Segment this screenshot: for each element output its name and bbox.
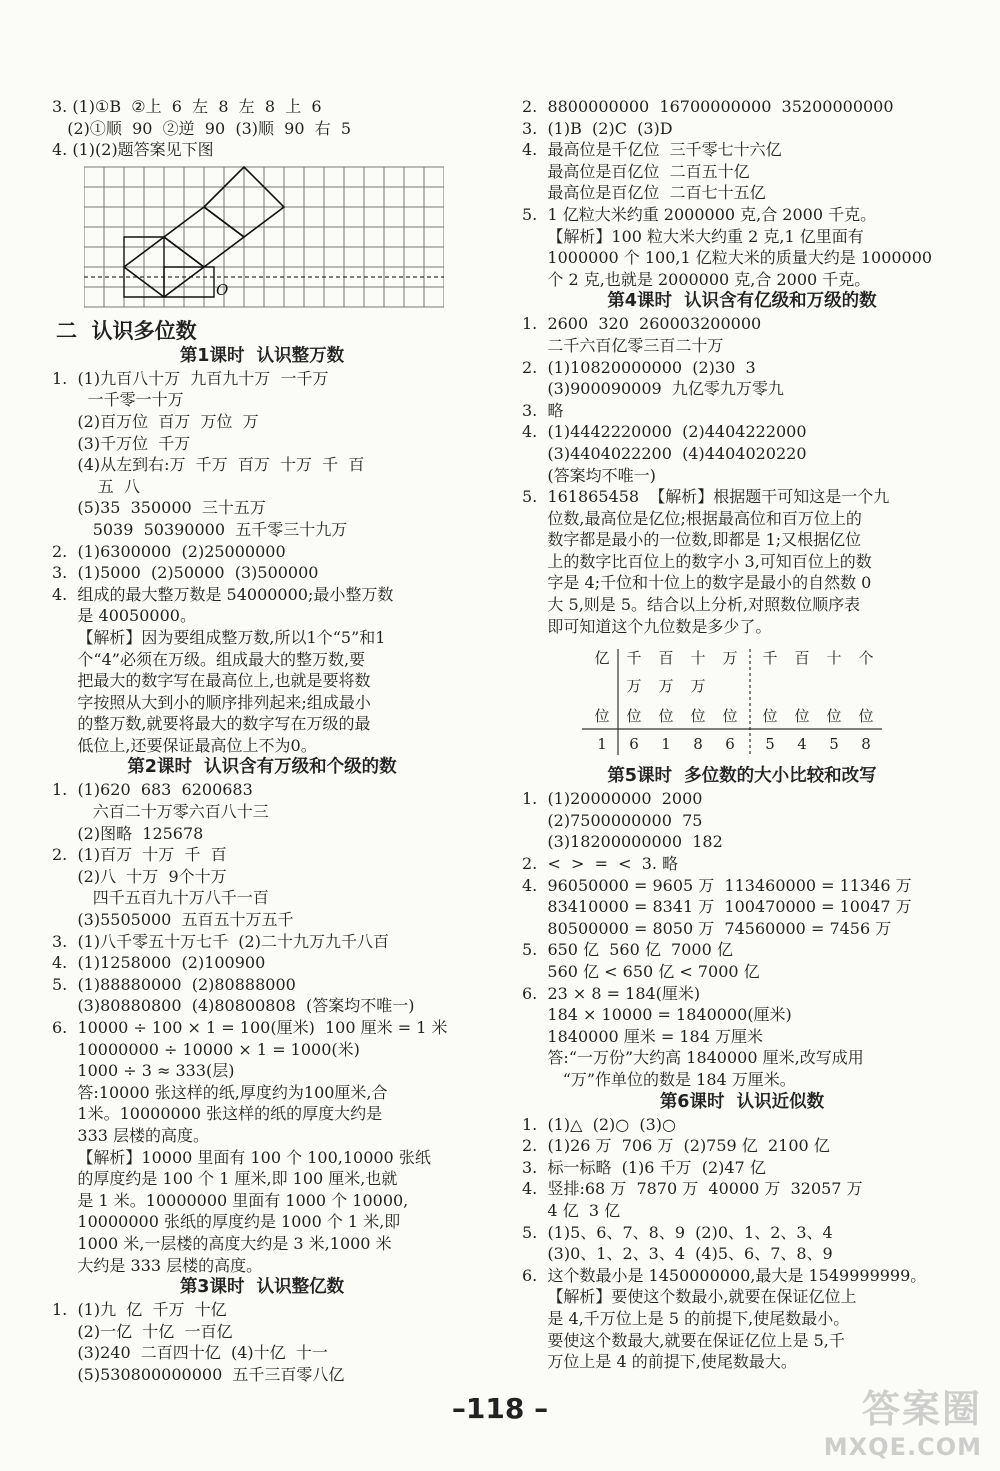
answer-line: 4. 组成的最大整万数是 54000000;最小整万数 — [52, 584, 394, 604]
answer-line: 83410000 = 8341 万 100470000 = 10047 万 — [522, 897, 912, 917]
answer-line: 是 4,千万位上是 5 的前提下,使尾数最小。 — [522, 1308, 850, 1328]
lesson-3-answers — [52, 1299, 472, 1385]
page-number: –118 – — [451, 1392, 549, 1425]
table-header-bottom: 位 — [690, 707, 706, 726]
table-header-top: 百 — [794, 649, 810, 668]
answer-line: (2)八 十万 9个十万 — [52, 866, 227, 886]
table-header-mid: 万 — [658, 677, 674, 696]
lesson-6-title: 第6课时 认识近似数 — [659, 1091, 825, 1112]
answer-line: 是 1 米。10000000 里面有 1000 个 10000, — [52, 1190, 409, 1210]
answer-line: 四千五百九十万八千一百 — [52, 888, 269, 908]
left-top-answers — [52, 96, 472, 161]
answer-line: 3. (1)5000 (2)50000 (3)500000 — [52, 563, 319, 583]
answer-line: “万”作单位的数是 184 万厘米。 — [522, 1069, 796, 1089]
answer-line: (答案均不唯一) — [522, 465, 656, 485]
lesson-5-answers — [522, 788, 962, 1090]
grid-drawing — [84, 163, 444, 311]
section-title: 二 认识多位数 — [56, 318, 197, 343]
answer-line: 的整万数,就要将最大的数字写在万级的最 — [52, 714, 371, 734]
answer-line: 1000000 个 100,1 亿粒大米的质量大约是 1000000 — [522, 248, 933, 268]
lesson-1-answers — [52, 368, 472, 757]
answer-line: 数字都是最小的一位数,即都是 1;又根据亿位 — [522, 530, 862, 550]
table-header-bottom: 位 — [626, 707, 642, 726]
table-digit: 8 — [861, 735, 871, 754]
answer-line: 4. (1)1258000 (2)100900 — [52, 953, 266, 973]
answer-line: 1. (1)△ (2)○ (3)○ — [522, 1114, 676, 1134]
answer-line: 2. (1)百万 十万 千 百 — [52, 845, 227, 865]
answer-line: 即可知道这个九位数是多少了。 — [522, 616, 772, 636]
answer-line: 2. 8800000000 16700000000 35200000000 — [522, 97, 894, 116]
answer-line: 3. (1)①B ②上 6 左 8 左 8 上 6 — [52, 97, 322, 116]
answer-line: 个 2 克,也就是 2000000 克,合 2000 千克。 — [522, 269, 871, 289]
table-header-bottom: 位 — [858, 707, 874, 726]
answer-line: 上的数字比百位上的数字小 3,可知百位上的数 — [522, 551, 872, 571]
answer-line: (3)千万位 千万 — [52, 433, 191, 453]
answer-line: 5. 1 亿粒大米约重 2000000 克,合 2000 千克。 — [522, 204, 877, 224]
answer-line: 大 5,则是 5。结合以上分析,对照数位顺序表 — [522, 595, 861, 615]
lesson-6-answers — [522, 1114, 962, 1373]
answer-line: (2)图略 125678 — [52, 823, 204, 843]
answer-line: 1840000 厘米 = 184 万厘米 — [522, 1026, 763, 1046]
answer-line: 答:“一万份”大约高 1840000 厘米,改写成用 — [522, 1048, 864, 1068]
answer-line: 4. 96050000 = 9605 万 113460000 = 11346 万 — [522, 875, 912, 895]
table-header-top: 百 — [658, 649, 674, 668]
answer-line: 把最大的数字写在最高位上,也就是要将数 — [52, 671, 371, 691]
answer-line: 184 × 10000 = 1840000(厘米) — [522, 1005, 792, 1025]
answer-line: 一千零一十万 — [52, 390, 184, 410]
lesson-4-title: 第4课时 认识含有亿级和万级的数 — [607, 291, 877, 312]
answer-line: 1米。10000000 张这样的纸的厚度大约是 — [52, 1104, 383, 1124]
answer-line: 【解析】要使这个数最小,就要在保证亿位上 — [522, 1287, 857, 1307]
answer-line: (5)35 350000 三十五万 — [52, 498, 266, 518]
table-header-bottom: 位 — [722, 707, 738, 726]
answer-line: (3)0、1、2、3、4 (4)5、6、7、8、9 — [522, 1244, 833, 1264]
answer-line: 10000000 ÷ 10000 × 1 = 1000(米) — [52, 1039, 360, 1059]
answer-line: 的厚度约是 100 个 1 厘米,即 100 厘米,也就 — [52, 1169, 398, 1189]
table-header-bottom: 位 — [826, 707, 842, 726]
answer-line: 万位上是 4 的前提下,使尾数最大。 — [522, 1352, 797, 1372]
lesson-4-answers — [522, 313, 962, 637]
answer-line: 个“4”必须在万级。组成最大的整万数,要 — [52, 649, 366, 669]
answer-line: 5. (1)88880000 (2)80888000 — [52, 974, 296, 994]
table-header-bottom: 位 — [594, 707, 610, 726]
answer-line: 位数,最高位是亿位;根据最高位和百万位上的 — [522, 508, 862, 528]
answer-line: 2. (1)26 万 706 万 (2)759 亿 2100 亿 — [522, 1136, 830, 1156]
table-digit: 6 — [629, 735, 639, 754]
table-digit: 4 — [797, 735, 807, 754]
answer-line: 1. (1)620 683 6200683 — [52, 780, 253, 800]
place-value-drawing — [582, 645, 882, 757]
answer-line: 3. (1)B (2)C (3)D — [522, 118, 673, 138]
watermark-logo-text: 答案圈 — [861, 1387, 982, 1431]
answer-line: 5. (1)5、6、7、8、9 (2)0、1、2、3、4 — [522, 1222, 833, 1242]
lesson-2-answers — [52, 779, 472, 1276]
answer-line: 1. (1)九百八十万 九百九十万 一千万 — [52, 368, 329, 388]
lesson-2-title: 第2课时 认识含有万级和个级的数 — [127, 757, 397, 778]
answer-line: 要使这个数最大,就要在保证亿位上是 5,千 — [522, 1330, 845, 1350]
answer-line: 80500000 = 8050 万 74560000 = 7456 万 — [522, 918, 892, 938]
answer-line: (3)240 二百四十亿 (4)十亿 十一 — [52, 1343, 328, 1363]
answer-line: (4)从左到右:万 千万 百万 十万 千 百 — [52, 455, 365, 475]
answer-line: (3)18200000000 182 — [522, 832, 723, 852]
answer-line: (2)7500000000 75 — [522, 810, 703, 830]
answer-line: 五 八 — [52, 476, 140, 496]
answer-line: 1. (1)20000000 2000 — [522, 789, 703, 809]
table-header-top: 千 — [762, 649, 778, 668]
answer-line: 1000 米,一层楼的高度大约是 3 米,1000 米 — [52, 1233, 392, 1253]
table-header-mid: 万 — [690, 677, 706, 696]
right-column — [522, 96, 962, 1373]
answer-line: 2. < > = < 3. 略 — [522, 854, 679, 874]
table-header-top: 个 — [858, 649, 874, 668]
table-header-top: 亿 — [594, 649, 610, 668]
grid-figure — [84, 163, 444, 311]
table-digit: 5 — [765, 735, 775, 754]
answer-line: 答:10000 张这样的纸,厚度约为100厘米,合 — [52, 1082, 388, 1102]
answer-line: 3. 略 — [522, 400, 564, 420]
answer-line: 3. 标一标略 (1)6 千万 (2)47 亿 — [522, 1157, 766, 1177]
table-header-bottom: 位 — [762, 707, 778, 726]
answer-line: 1000 ÷ 3 ≈ 333(层) — [52, 1061, 235, 1081]
table-digit: 1 — [661, 735, 671, 754]
answer-line: 字按照从大到小的顺序排列起来;组成最小 — [52, 692, 371, 712]
answer-line: 10000000 张纸的厚度约是 1000 个 1 米,即 — [52, 1212, 401, 1232]
answer-line: (5)530800000000 五千三百零八亿 — [52, 1364, 345, 1384]
answer-line: 最高位是百亿位 二百五十亿 — [522, 161, 750, 181]
answer-line: (2)①顺 90 ②逆 90 (3)顺 90 右 5 — [52, 118, 352, 138]
answer-line: 4. (1)(2)题答案见下图 — [52, 140, 214, 160]
answer-line: 是 40050000。 — [52, 606, 196, 626]
lesson-3-title: 第3课时 认识整亿数 — [179, 1277, 345, 1298]
place-value-table — [582, 645, 882, 757]
answer-line: 低位上,还要保证最高位上不为0。 — [52, 735, 317, 755]
answer-line: 二千六百亿零三百二十万 — [522, 335, 724, 355]
answer-line: 5. 650 亿 560 亿 7000 亿 — [522, 940, 733, 960]
answer-line: 1. (1)九 亿 千万 十亿 — [52, 1300, 227, 1320]
answer-line: 333 层楼的高度。 — [52, 1125, 210, 1145]
answer-line: 大约是 333 层楼的高度。 — [52, 1255, 263, 1275]
left-column — [52, 96, 472, 1386]
answer-line: 六百二十万零六百八十三 — [52, 802, 269, 822]
answer-line: 4 亿 3 亿 — [522, 1200, 621, 1220]
table-header-bottom: 位 — [658, 707, 674, 726]
lesson-1-title: 第1课时 认识整万数 — [179, 345, 345, 366]
table-digit: 8 — [693, 735, 703, 754]
table-digit: 6 — [725, 735, 735, 754]
answer-line: 4. (1)4442220000 (2)4404222000 — [522, 422, 807, 442]
answer-line: 560 亿 < 650 亿 < 7000 亿 — [522, 962, 760, 981]
table-header-top: 十 — [690, 649, 706, 668]
table-digit: 5 — [829, 735, 839, 754]
table-header-top: 十 — [826, 649, 842, 668]
point-label-o: O — [216, 280, 229, 299]
shape-rect-bottom — [164, 267, 214, 297]
answer-line: 【解析】100 粒大米大约重 2 克,1 亿里面有 — [522, 226, 864, 246]
table-header-top: 万 — [722, 649, 738, 668]
table-header-mid: 万 — [626, 677, 642, 696]
answer-line: 3. (1)八千零五十万七千 (2)二十九万九千八百 — [52, 931, 389, 951]
answer-line: (3)900090009 九亿零九万零九 — [522, 379, 784, 399]
answer-line: (3)5505000 五百五十万五千 — [52, 910, 294, 930]
lesson-5-title: 第5课时 多位数的大小比较和改写 — [607, 766, 877, 787]
answer-line: (2)一亿 十亿 一百亿 — [52, 1321, 233, 1341]
watermark — [824, 1378, 982, 1461]
answer-line: 最高位是百亿位 二百七十五亿 — [522, 183, 766, 203]
answer-line: 4. 竖排:68 万 7870 万 40000 万 32057 万 — [522, 1179, 863, 1199]
answer-line: 字是 4;千位和十位上的数字是最小的自然数 0 — [522, 573, 872, 593]
answer-line: 【解析】因为要组成整万数,所以1个“5”和1 — [52, 627, 386, 647]
answer-line: 6. 这个数最小是 1450000000,最大是 1549999999。 — [522, 1265, 927, 1285]
answer-line: 5039 50390000 五千零三十九万 — [52, 519, 348, 539]
answer-line: (2)百万位 百万 万位 万 — [52, 411, 259, 431]
answer-line: 6. 10000 ÷ 100 × 1 = 100(厘米) 100 厘米 = 1 米 — [52, 1018, 448, 1037]
answer-line: 2. (1)6300000 (2)25000000 — [52, 541, 286, 561]
watermark-url: MXQE.COM — [823, 1433, 982, 1461]
right-top-answers — [522, 96, 962, 290]
answer-line: 6. 23 × 8 = 184(厘米) — [522, 983, 701, 1003]
table-digit: 1 — [597, 735, 607, 754]
answer-line: (3)4404022200 (4)4404020220 — [522, 443, 807, 463]
table-header-top: 千 — [626, 649, 642, 668]
answer-line: 1. 2600 320 260003200000 — [522, 314, 762, 334]
answer-line: 2. (1)10820000000 (2)30 3 — [522, 357, 756, 377]
answer-line: 【解析】10000 里面有 100 个 100,10000 张纸 — [52, 1147, 431, 1167]
answer-line: (3)80880800 (4)80800808 (答案均不唯一) — [52, 996, 415, 1016]
answer-line: 4. 最高位是千亿位 三千零七十六亿 — [522, 140, 782, 160]
table-header-bottom: 位 — [794, 707, 810, 726]
answer-line: 5. 161865458 【解析】根据题干可知这是一个九 — [522, 487, 890, 507]
